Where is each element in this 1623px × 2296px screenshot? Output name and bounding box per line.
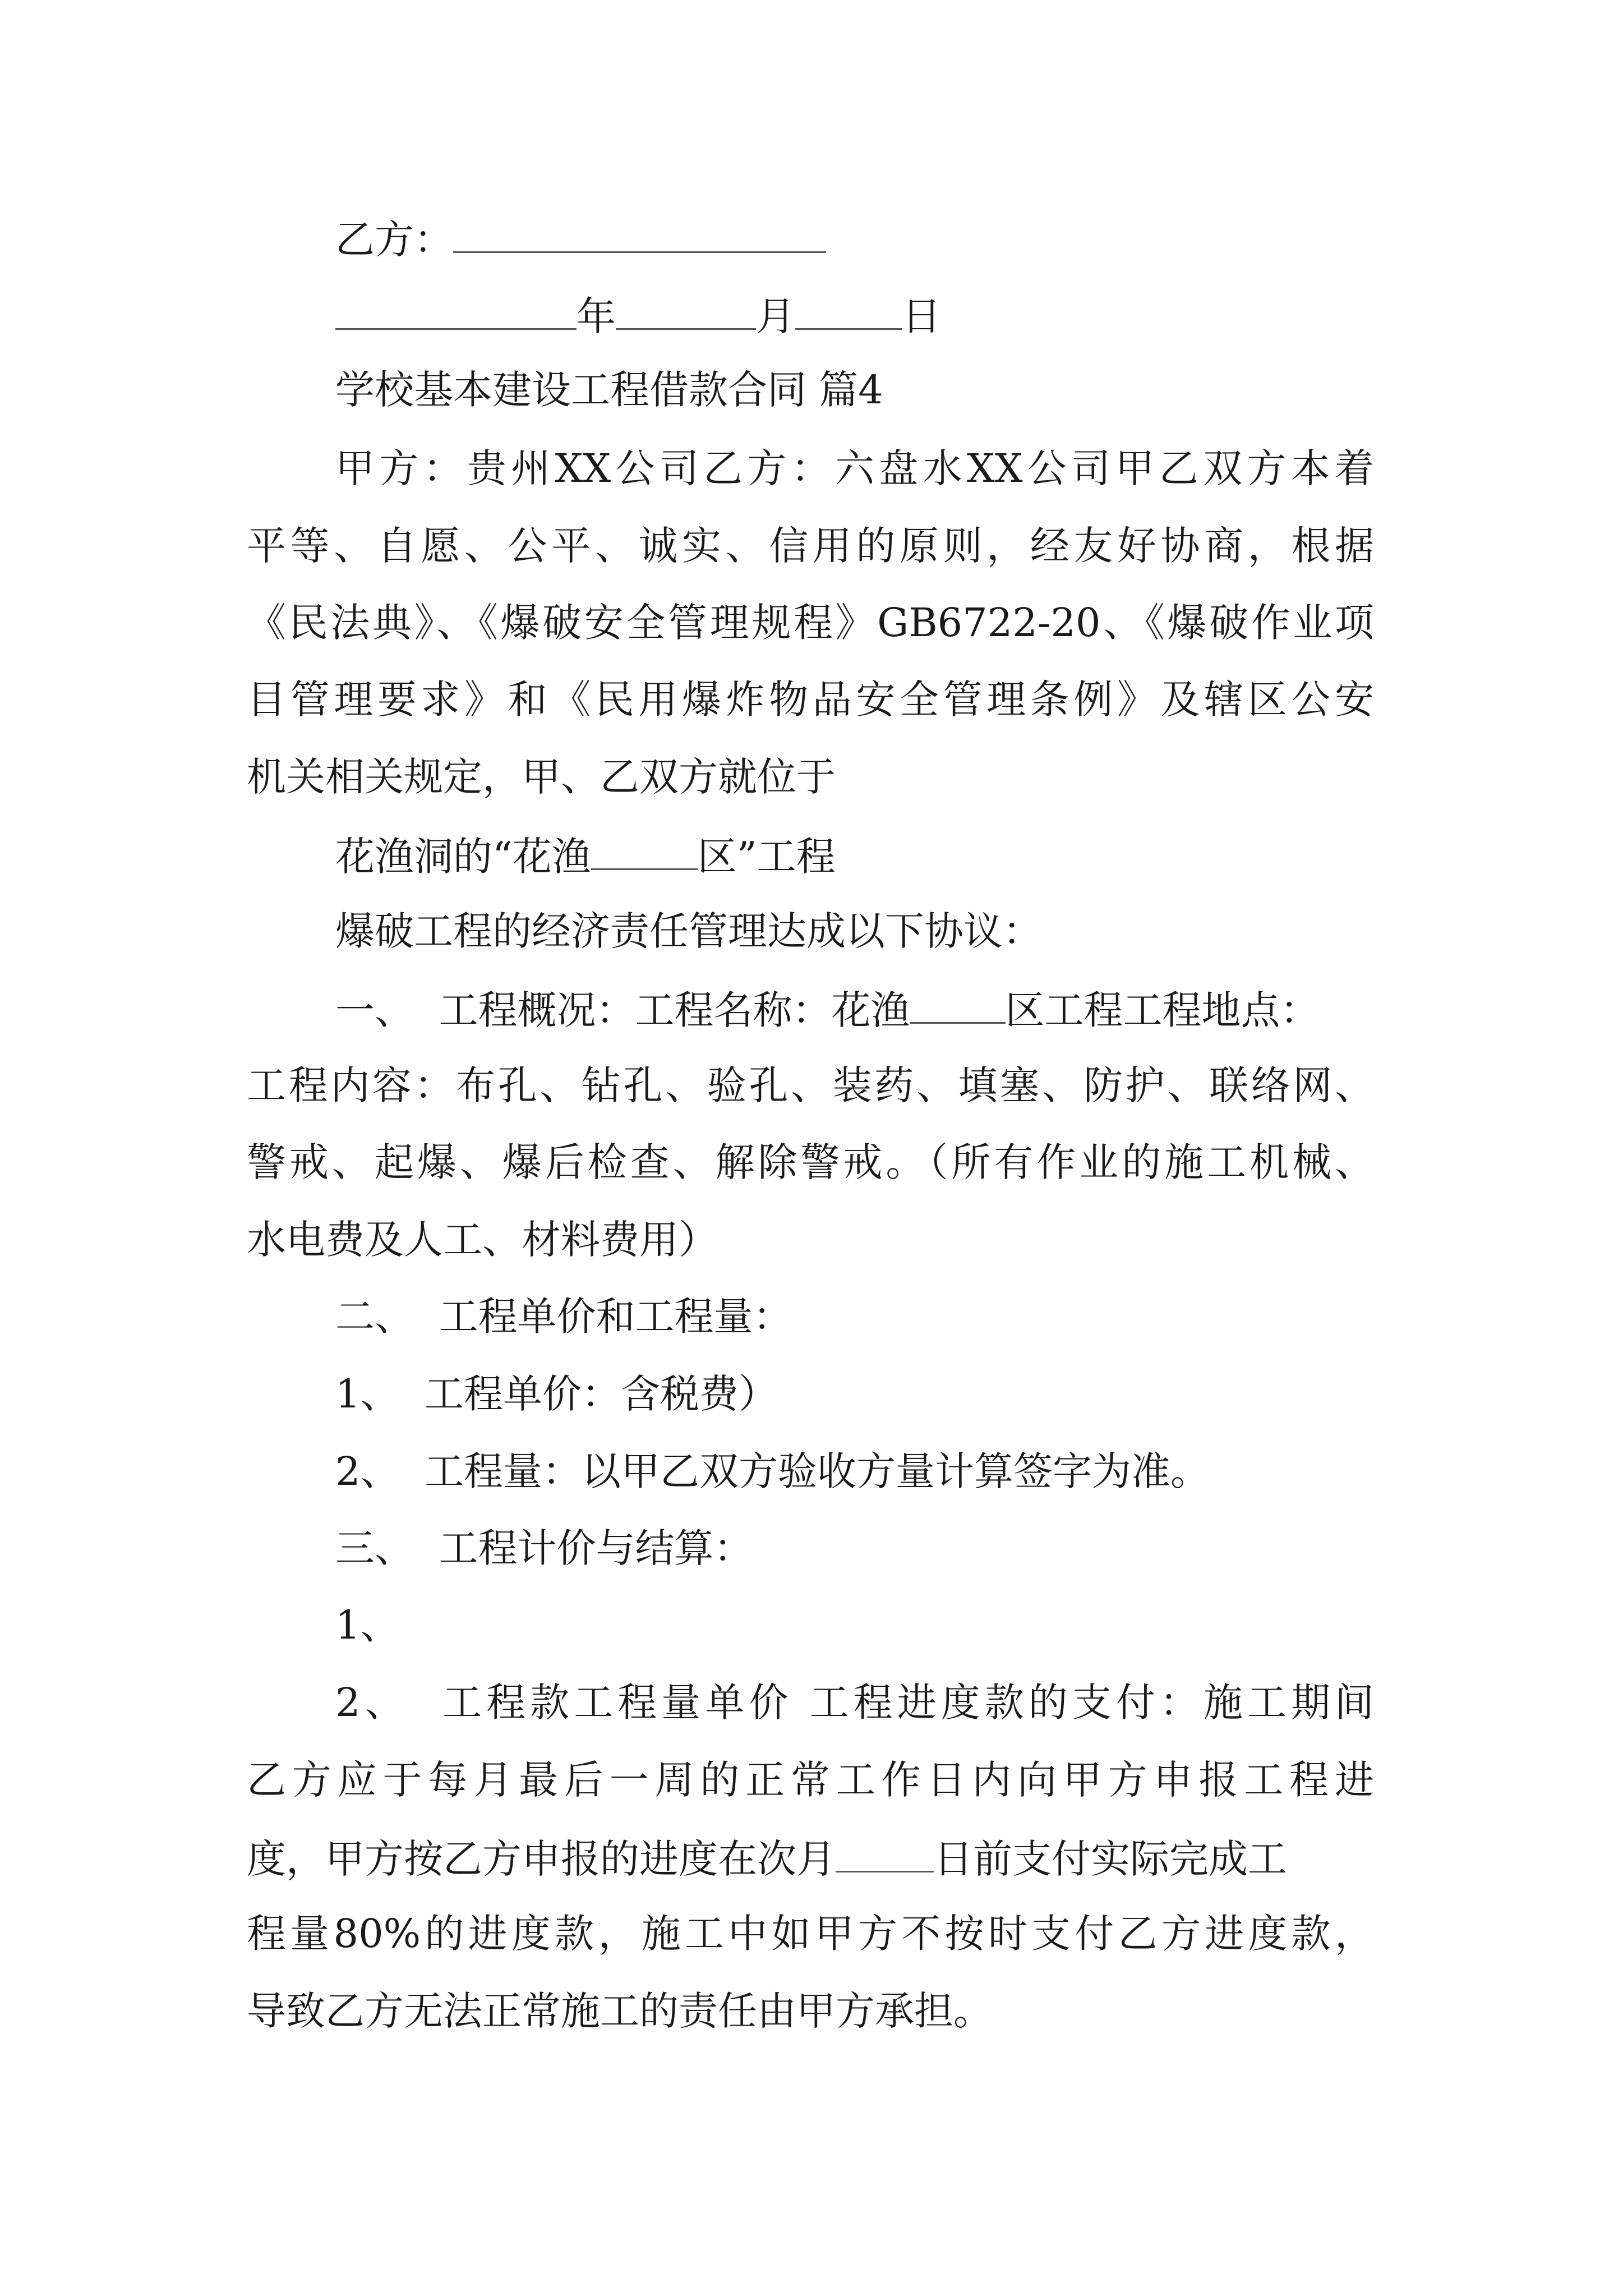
day-blank xyxy=(795,295,902,330)
party-b-label: 乙方： xyxy=(335,217,453,263)
clause3-item-1: 1、 xyxy=(335,1602,400,1648)
signature-date-line xyxy=(335,293,941,339)
clause3-item-2-line-2: 乙方应于每月最后一周的正常工作日内向甲方申报工程进 xyxy=(247,1757,1374,1803)
year-label: 年 xyxy=(577,293,616,339)
year-blank xyxy=(335,295,577,330)
clause3-item-2-line-3 xyxy=(247,1836,1287,1882)
clause1-before: 一、 工程概况：工程名称：花渔 xyxy=(335,987,910,1033)
intro-line-1: 甲方：贵州XX公司乙方：六盘水XX公司甲乙双方本着 xyxy=(335,445,1374,491)
intro-line-5: 机关相关规定，甲、乙双方就位于 xyxy=(247,754,836,800)
clause1-after: 区工程工程地点： xyxy=(1005,987,1320,1033)
clause1-line-4: 水电费及人工、材料费用） xyxy=(247,1217,718,1263)
clause2-item-1: 1、 工程单价：含税费） xyxy=(335,1371,778,1417)
intro-line-2: 平等、自愿、公平、诚实、信用的原则，经友好协商，根据 xyxy=(247,523,1374,569)
project-location-before: 花渔洞的“花渔 xyxy=(335,834,591,880)
agreement-line: 爆破工程的经济责任管理达成以下协议： xyxy=(335,908,1042,954)
clause1-line-3: 警戒、起爆、爆后检查、解除警戒。（所有作业的施工机械、 xyxy=(247,1139,1374,1185)
party-b-signature-line xyxy=(335,217,826,263)
clause1-line-2: 工程内容：布孔、钻孔、验孔、装药、填塞、防护、联络网、 xyxy=(247,1062,1374,1108)
clause1-line-1 xyxy=(335,987,1320,1033)
clause3-line3-before: 度，甲方按乙方申报的进度在次月 xyxy=(247,1836,836,1882)
clause3-item-2-line-5: 导致乙方无法正常施工的责任由甲方承担。 xyxy=(247,1988,993,2034)
project-location-after: 区”工程 xyxy=(697,834,836,880)
intro-line-4: 目管理要求》和《民用爆炸物品安全管理条例》及辖区公安 xyxy=(247,677,1374,723)
payment-day-blank xyxy=(836,1837,934,1872)
clause2-heading: 二、 工程单价和工程量： xyxy=(335,1294,792,1340)
party-b-blank xyxy=(453,218,826,253)
clause2-item-2: 2、 工程量：以甲乙双方验收方量计算签字为准。 xyxy=(335,1448,1210,1494)
clause3-item-2-line-4: 程量80%的进度款，施工中如甲方不按时支付乙方进度款， xyxy=(247,1911,1374,1957)
intro-line-3: 《民法典》、《爆破安全管理规程》GB6722-20、《爆破作业项 xyxy=(247,600,1374,646)
clause3-heading: 三、 工程计价与结算： xyxy=(335,1525,753,1571)
project-name-blank xyxy=(910,988,1006,1024)
month-label: 月 xyxy=(756,293,795,339)
project-location-blank xyxy=(591,835,698,870)
project-location-line xyxy=(335,834,836,880)
day-label: 日 xyxy=(902,293,941,339)
clause3-item-2-line-1: 2、 工程款工程量单价 工程进度款的支付：施工期间 xyxy=(335,1680,1374,1726)
month-blank xyxy=(616,295,756,330)
section-title: 学校基本建设工程借款合同 篇4 xyxy=(335,367,883,413)
clause3-line3-after: 日前支付实际完成工 xyxy=(934,1836,1287,1882)
